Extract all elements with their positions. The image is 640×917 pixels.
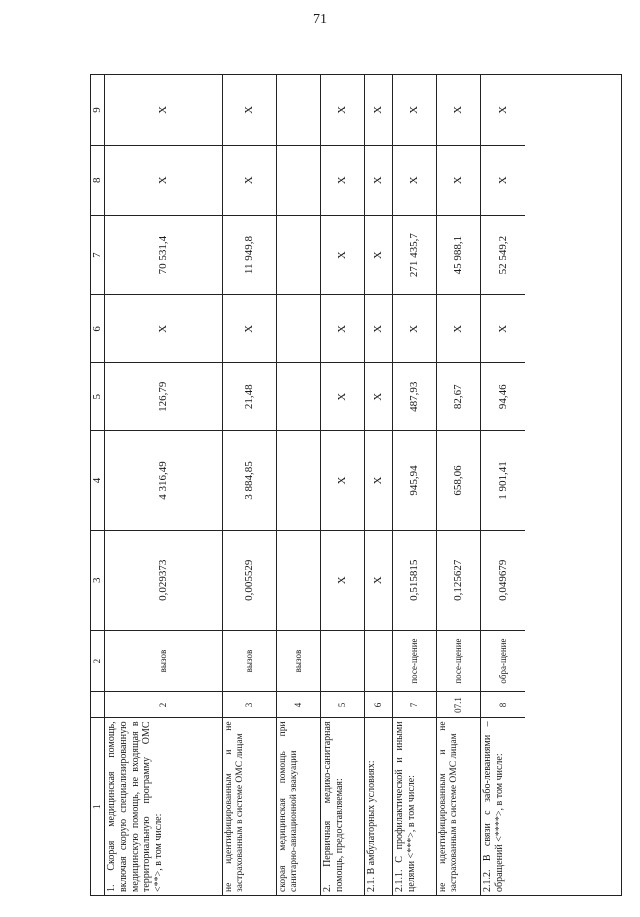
- header-col-6: 6: [91, 294, 104, 362]
- row-value-4: Х: [365, 430, 392, 530]
- header-col-9: 9: [91, 107, 104, 113]
- row-value-4: 658,06: [437, 430, 480, 530]
- row-number: 5: [321, 691, 364, 717]
- row-value-9: Х: [157, 105, 170, 114]
- row-value-5: Х: [365, 362, 392, 430]
- header-col-8: 8: [91, 145, 104, 215]
- table-row: [277, 75, 321, 895]
- header-col-4: 4: [91, 430, 104, 530]
- table-row: [365, 75, 393, 895]
- row-value-6: Х: [223, 294, 276, 362]
- row-value-9: Х: [452, 105, 465, 114]
- row-unit: вызов: [277, 630, 320, 692]
- row-value-7: 11 949,8: [223, 215, 276, 295]
- table-row: [105, 75, 223, 895]
- row-value-8: Х: [365, 145, 392, 215]
- row-value-9: Х: [243, 105, 256, 114]
- row-value-3: [277, 530, 320, 630]
- row-value-6: Х: [481, 294, 525, 362]
- header-col-7: 7: [91, 215, 104, 295]
- header-col-5: 5: [91, 362, 104, 430]
- row-value-7: 52 549,2: [481, 215, 525, 295]
- row-label: 2.1.2. В связи с забо-леваниями – обращений <****>, в том числе:: [481, 717, 525, 895]
- row-value-3: 0,029373: [105, 530, 222, 630]
- data-table: [90, 74, 622, 896]
- row-value-7: Х: [321, 215, 364, 295]
- row-value-5: 94,46: [481, 362, 525, 430]
- row-label: не идентифицированным и не застрахованным в системе ОМС лицам: [223, 717, 276, 895]
- row-value-4: 945,94: [393, 430, 436, 530]
- row-value-4: 4 316,49: [105, 430, 222, 530]
- row-number: 6: [365, 691, 392, 717]
- row-value-5: 487,93: [393, 362, 436, 430]
- row-value-3: 0,049679: [481, 530, 525, 630]
- row-value-3: 0,515815: [393, 530, 436, 630]
- row-unit: обра-щение: [481, 630, 525, 692]
- row-value-5: [277, 362, 320, 430]
- header-col-1: 1: [91, 717, 104, 895]
- table-row: [481, 75, 525, 895]
- row-label: скорая медицинская помощь при санитарно-авиационной эвакуации: [277, 717, 320, 895]
- row-unit: вызов: [223, 630, 276, 692]
- row-value-7: [277, 215, 320, 295]
- row-label: 1. Скорая медицинская помощь, включая скорую специализированную медицинскую помощь, не входящая в территориальную программу ОМС <**>, в том числе:: [105, 717, 222, 895]
- row-value-8: Х: [481, 145, 525, 215]
- row-value-9: Х: [336, 105, 349, 114]
- row-value-8: Х: [321, 145, 364, 215]
- row-value-7: 45 988,1: [437, 215, 480, 295]
- row-value-3: Х: [321, 530, 364, 630]
- row-value-5: 126,79: [105, 362, 222, 430]
- row-value-7: Х: [365, 215, 392, 295]
- row-value-4: 3 884,85: [223, 430, 276, 530]
- row-value-8: Х: [437, 145, 480, 215]
- row-unit: вызов: [105, 630, 222, 692]
- row-value-6: Х: [105, 294, 222, 362]
- header-col-2: 2: [91, 630, 104, 692]
- row-value-5: Х: [321, 362, 364, 430]
- table-row: [393, 75, 437, 895]
- row-value-8: Х: [393, 145, 436, 215]
- row-unit: [365, 630, 392, 692]
- row-value-3: 0,125627: [437, 530, 480, 630]
- row-value-6: [277, 294, 320, 362]
- row-number: 7: [393, 691, 436, 717]
- row-number: 2: [105, 691, 222, 717]
- row-value-6: Х: [393, 294, 436, 362]
- row-unit: посе-щение: [437, 630, 480, 692]
- row-value-6: Х: [437, 294, 480, 362]
- page-number: 71: [313, 12, 327, 27]
- row-value-3: 0,005529: [223, 530, 276, 630]
- table-row: [223, 75, 277, 895]
- row-label: 2. Первичная медико-санитарная помощь, предоставляемая:: [321, 717, 364, 895]
- row-number: 4: [277, 691, 320, 717]
- row-number: 3: [223, 691, 276, 717]
- table-row: [437, 75, 481, 895]
- row-number: 8: [481, 691, 525, 717]
- row-value-5: 21,48: [223, 362, 276, 430]
- row-value-4: 1 901,41: [481, 430, 525, 530]
- row-value-8: Х: [105, 145, 222, 215]
- row-value-4: [277, 430, 320, 530]
- row-value-9: Х: [372, 105, 385, 114]
- row-value-8: Х: [223, 145, 276, 215]
- table-rotation-frame: [90, 74, 622, 896]
- header-col-num: [91, 691, 104, 717]
- row-value-6: Х: [321, 294, 364, 362]
- row-unit: посе-щение: [393, 630, 436, 692]
- row-label: не идентифицированным и не застрахованным в системе ОМС лицам: [437, 717, 480, 895]
- row-value-9: Х: [408, 105, 421, 114]
- row-value-9: Х: [496, 105, 509, 114]
- row-number: 07.1: [437, 691, 480, 717]
- row-unit: [321, 630, 364, 692]
- row-value-5: 82,67: [437, 362, 480, 430]
- row-value-7: 271 435,7: [393, 215, 436, 295]
- row-label: 2.1.1. С профилактической и иными целями <***>, в том числе:: [393, 717, 436, 895]
- table-row: [321, 75, 365, 895]
- row-label: 2.1. В амбулаторных условиях:: [365, 717, 392, 895]
- table-header-row: [91, 75, 105, 895]
- row-value-6: Х: [365, 294, 392, 362]
- row-value-4: Х: [321, 430, 364, 530]
- row-value-3: Х: [365, 530, 392, 630]
- row-value-9: [277, 75, 320, 145]
- header-col-3: 3: [91, 530, 104, 630]
- row-value-7: 70 531,4: [105, 215, 222, 295]
- row-value-8: [277, 145, 320, 215]
